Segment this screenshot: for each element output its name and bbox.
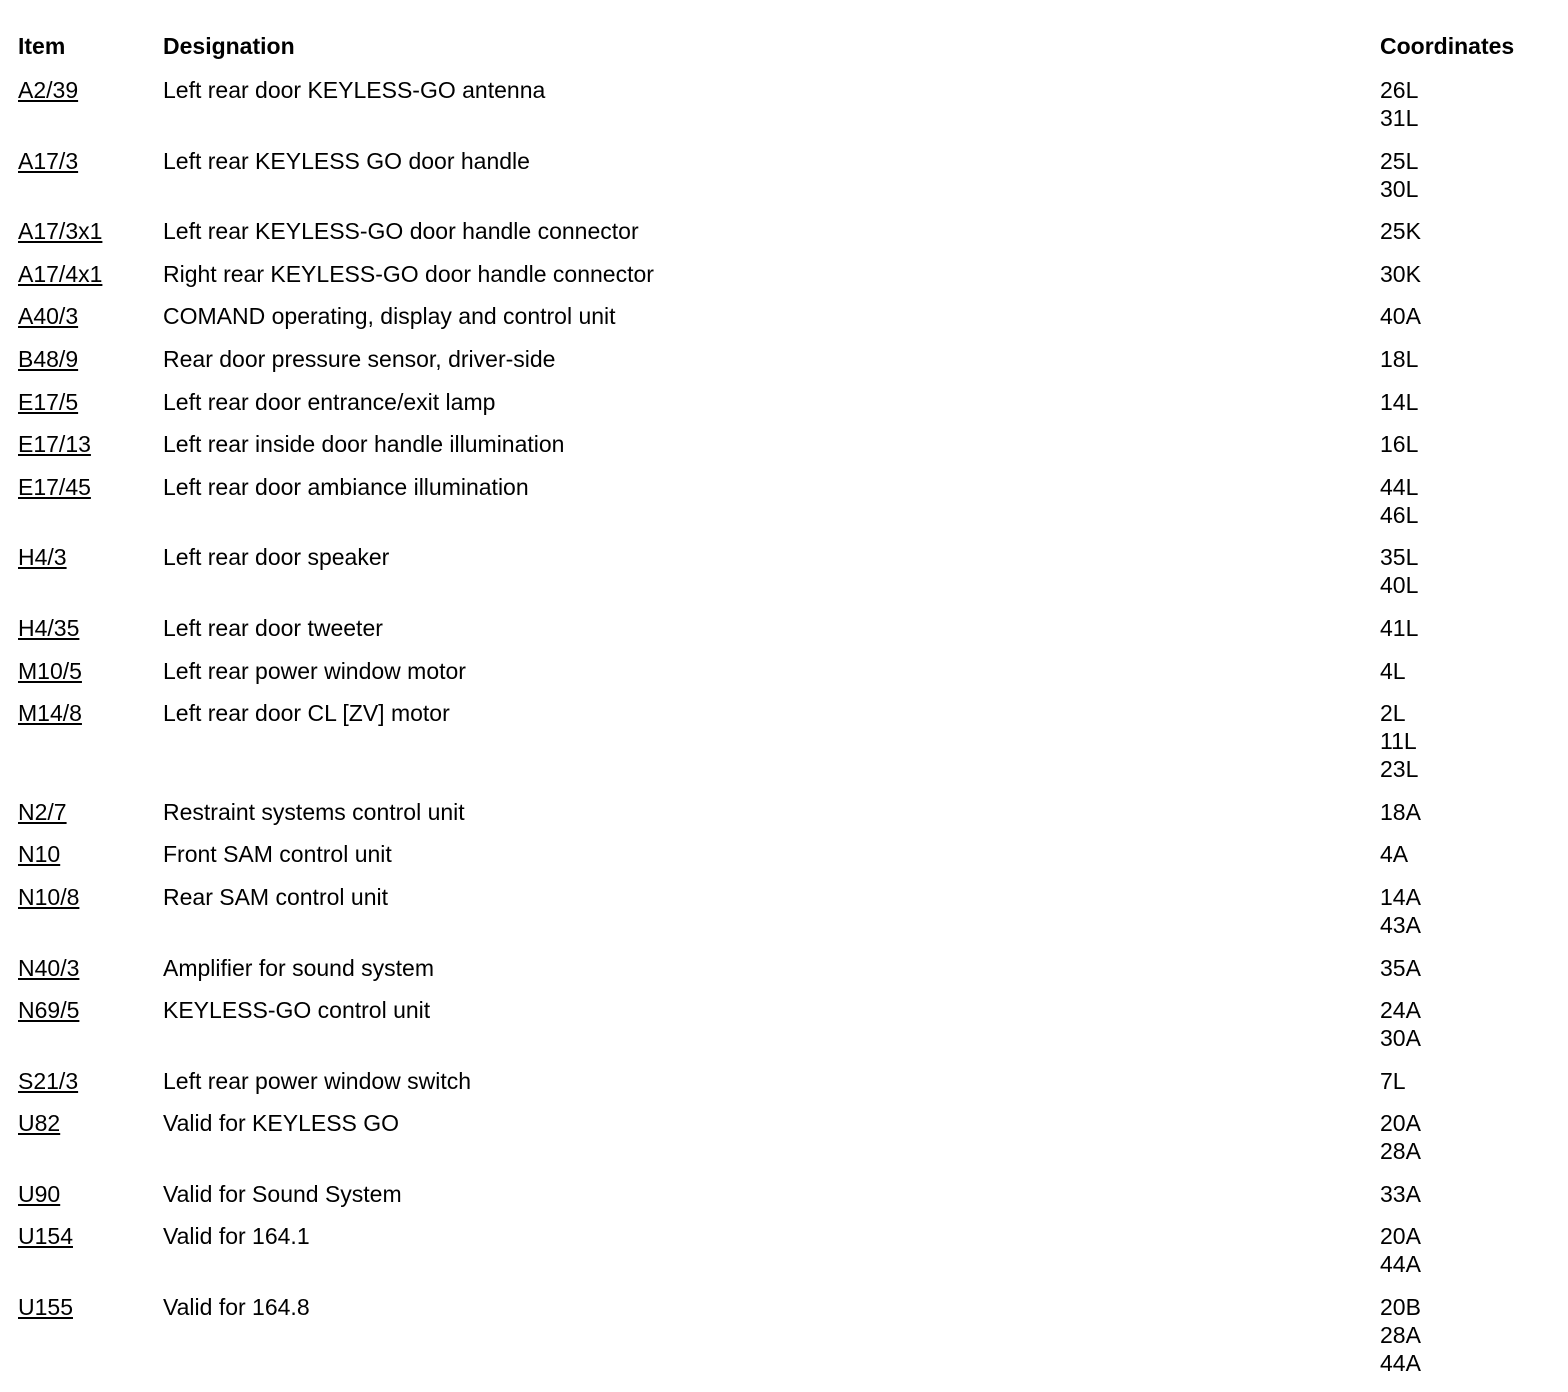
table-row xyxy=(0,543,1568,599)
designation-text: Rear SAM control unit xyxy=(163,883,388,910)
coordinates-cell xyxy=(1380,217,1568,245)
table-row xyxy=(0,76,1568,132)
component-table xyxy=(0,76,1568,1392)
coordinates-cell xyxy=(1380,1293,1568,1377)
item-link[interactable]: U82 xyxy=(18,1110,61,1137)
table-row xyxy=(0,217,1568,245)
item-link[interactable]: A17/3 xyxy=(18,147,79,174)
item-link[interactable]: H4/35 xyxy=(18,614,80,641)
table-row xyxy=(0,699,1568,783)
coordinate-value: 46L xyxy=(1380,501,1419,528)
table-row xyxy=(0,657,1568,685)
table-row xyxy=(0,883,1568,939)
designation-text: Valid for 164.1 xyxy=(163,1223,310,1250)
coordinate-value: 2L xyxy=(1380,700,1406,727)
table-row xyxy=(0,260,1568,288)
coordinate-value: 28A xyxy=(1380,1322,1421,1349)
coordinate-value: 25L xyxy=(1380,147,1419,174)
coordinate-value: 33A xyxy=(1380,1180,1421,1207)
coordinates-cell xyxy=(1380,614,1568,642)
table-row xyxy=(0,798,1568,826)
item-link[interactable]: H4/3 xyxy=(18,544,67,571)
coordinate-value: 7L xyxy=(1380,1067,1406,1094)
item-link[interactable]: S21/3 xyxy=(18,1067,79,1094)
table-row xyxy=(0,840,1568,868)
designation-text: Restraint systems control unit xyxy=(163,798,465,825)
coordinate-value: 30K xyxy=(1380,260,1421,287)
table-header xyxy=(0,33,1568,63)
designation-text: Left rear power window switch xyxy=(163,1067,472,1094)
coordinate-value: 4L xyxy=(1380,657,1406,684)
item-link[interactable]: A40/3 xyxy=(18,303,79,330)
table-row xyxy=(0,614,1568,642)
coordinate-value: 24A xyxy=(1380,997,1421,1024)
coordinates-cell xyxy=(1380,657,1568,685)
coordinate-value: 20A xyxy=(1380,1110,1421,1137)
designation-text: Left rear door CL [ZV] motor xyxy=(163,700,450,727)
table-row xyxy=(0,1180,1568,1208)
designation-text: COMAND operating, display and control unit xyxy=(163,303,616,330)
designation-text: KEYLESS-GO control unit xyxy=(163,997,431,1024)
item-link[interactable]: A17/3x1 xyxy=(18,218,103,245)
designation-text: Valid for KEYLESS GO xyxy=(163,1110,400,1137)
coordinate-value: 14A xyxy=(1380,883,1421,910)
table-row xyxy=(0,473,1568,529)
coordinates-cell xyxy=(1380,430,1568,458)
coordinate-value: 20B xyxy=(1380,1294,1421,1321)
coordinates-cell xyxy=(1380,473,1568,529)
coordinate-value: 18L xyxy=(1380,345,1419,372)
coordinate-value: 35L xyxy=(1380,544,1419,571)
coordinates-cell xyxy=(1380,840,1568,868)
header-designation: Designation xyxy=(163,33,295,59)
item-link[interactable]: A2/39 xyxy=(18,77,79,103)
table-row xyxy=(0,1067,1568,1095)
coordinates-cell xyxy=(1380,260,1568,288)
coordinates-cell xyxy=(1380,543,1568,599)
item-link[interactable]: U154 xyxy=(18,1223,73,1250)
coordinate-value: 26L xyxy=(1380,77,1419,103)
coordinate-value: 30L xyxy=(1380,175,1419,202)
coordinates-cell xyxy=(1380,1180,1568,1208)
coordinate-value: 16L xyxy=(1380,431,1419,458)
designation-text: Left rear door tweeter xyxy=(163,614,383,641)
coordinate-value: 43A xyxy=(1380,911,1421,938)
coordinates-cell xyxy=(1380,996,1568,1052)
coordinate-value: 28A xyxy=(1380,1138,1421,1165)
table-row xyxy=(0,1109,1568,1165)
coordinate-value: 20A xyxy=(1380,1223,1421,1250)
coordinates-cell xyxy=(1380,302,1568,330)
designation-text: Front SAM control unit xyxy=(163,841,392,868)
table-row xyxy=(0,147,1568,203)
designation-text: Left rear KEYLESS-GO door handle connector xyxy=(163,218,639,245)
coordinate-value: 31L xyxy=(1380,105,1419,131)
coordinate-value: 4A xyxy=(1380,841,1409,868)
item-link[interactable]: M14/8 xyxy=(18,700,82,727)
coordinate-value: 11L xyxy=(1380,728,1417,755)
coordinates-cell xyxy=(1380,388,1568,416)
item-link[interactable]: U155 xyxy=(18,1294,73,1321)
item-link[interactable]: N40/3 xyxy=(18,954,80,981)
designation-text: Left rear door speaker xyxy=(163,544,390,571)
item-link[interactable]: N69/5 xyxy=(18,997,80,1024)
item-link[interactable]: E17/13 xyxy=(18,431,91,458)
coordinates-cell xyxy=(1380,699,1568,783)
designation-text: Rear door pressure sensor, driver-side xyxy=(163,345,556,372)
item-link[interactable]: M10/5 xyxy=(18,657,82,684)
header-coordinates: Coordinates xyxy=(1380,33,1515,59)
item-link[interactable]: U90 xyxy=(18,1180,61,1207)
item-link[interactable]: E17/5 xyxy=(18,388,79,415)
coordinates-cell xyxy=(1380,1109,1568,1165)
table-row xyxy=(0,1222,1568,1278)
table-row xyxy=(0,302,1568,330)
coordinates-cell xyxy=(1380,954,1568,982)
coordinates-cell xyxy=(1380,76,1568,132)
designation-text: Right rear KEYLESS-GO door handle connector xyxy=(163,260,654,287)
coordinate-value: 41L xyxy=(1380,614,1419,641)
designation-text: Left rear door ambiance illumination xyxy=(163,473,529,500)
item-link[interactable]: N2/7 xyxy=(18,798,67,825)
coordinate-value: 18A xyxy=(1380,798,1421,825)
item-link[interactable]: B48/9 xyxy=(18,345,79,372)
coordinate-value: 25K xyxy=(1380,218,1421,245)
table-row xyxy=(0,345,1568,373)
item-link[interactable]: E17/45 xyxy=(18,473,91,500)
designation-text: Left rear KEYLESS GO door handle xyxy=(163,147,530,174)
designation-text: Left rear door entrance/exit lamp xyxy=(163,388,496,415)
coordinates-cell xyxy=(1380,345,1568,373)
item-link[interactable]: A17/4x1 xyxy=(18,260,103,287)
item-link[interactable]: N10/8 xyxy=(18,883,80,910)
coordinate-value: 44A xyxy=(1380,1350,1421,1377)
table-row xyxy=(0,996,1568,1052)
table-row xyxy=(0,1293,1568,1377)
designation-text: Left rear door KEYLESS-GO antenna xyxy=(163,77,546,103)
coordinate-value: 14L xyxy=(1380,388,1419,415)
designation-text: Left rear inside door handle illumination xyxy=(163,431,565,458)
designation-text: Valid for Sound System xyxy=(163,1180,402,1207)
designation-text: Amplifier for sound system xyxy=(163,954,434,981)
coordinate-value: 44A xyxy=(1380,1251,1421,1278)
coordinate-value: 23L xyxy=(1380,756,1419,783)
header-item: Item xyxy=(18,33,66,59)
designation-text: Left rear power window motor xyxy=(163,657,466,684)
coordinate-value: 40A xyxy=(1380,303,1421,330)
table-row xyxy=(0,430,1568,458)
table-row xyxy=(0,954,1568,982)
coordinates-cell xyxy=(1380,798,1568,826)
item-link[interactable]: N10 xyxy=(18,841,61,868)
coordinates-cell xyxy=(1380,883,1568,939)
coordinate-value: 35A xyxy=(1380,954,1421,981)
coordinates-cell xyxy=(1380,1222,1568,1278)
coordinate-value: 40L xyxy=(1380,572,1419,599)
coordinates-cell xyxy=(1380,147,1568,203)
designation-text: Valid for 164.8 xyxy=(163,1294,310,1321)
coordinate-value: 44L xyxy=(1380,473,1419,500)
coordinate-value: 30A xyxy=(1380,1025,1421,1052)
table-row xyxy=(0,388,1568,416)
coordinates-cell xyxy=(1380,1067,1568,1095)
